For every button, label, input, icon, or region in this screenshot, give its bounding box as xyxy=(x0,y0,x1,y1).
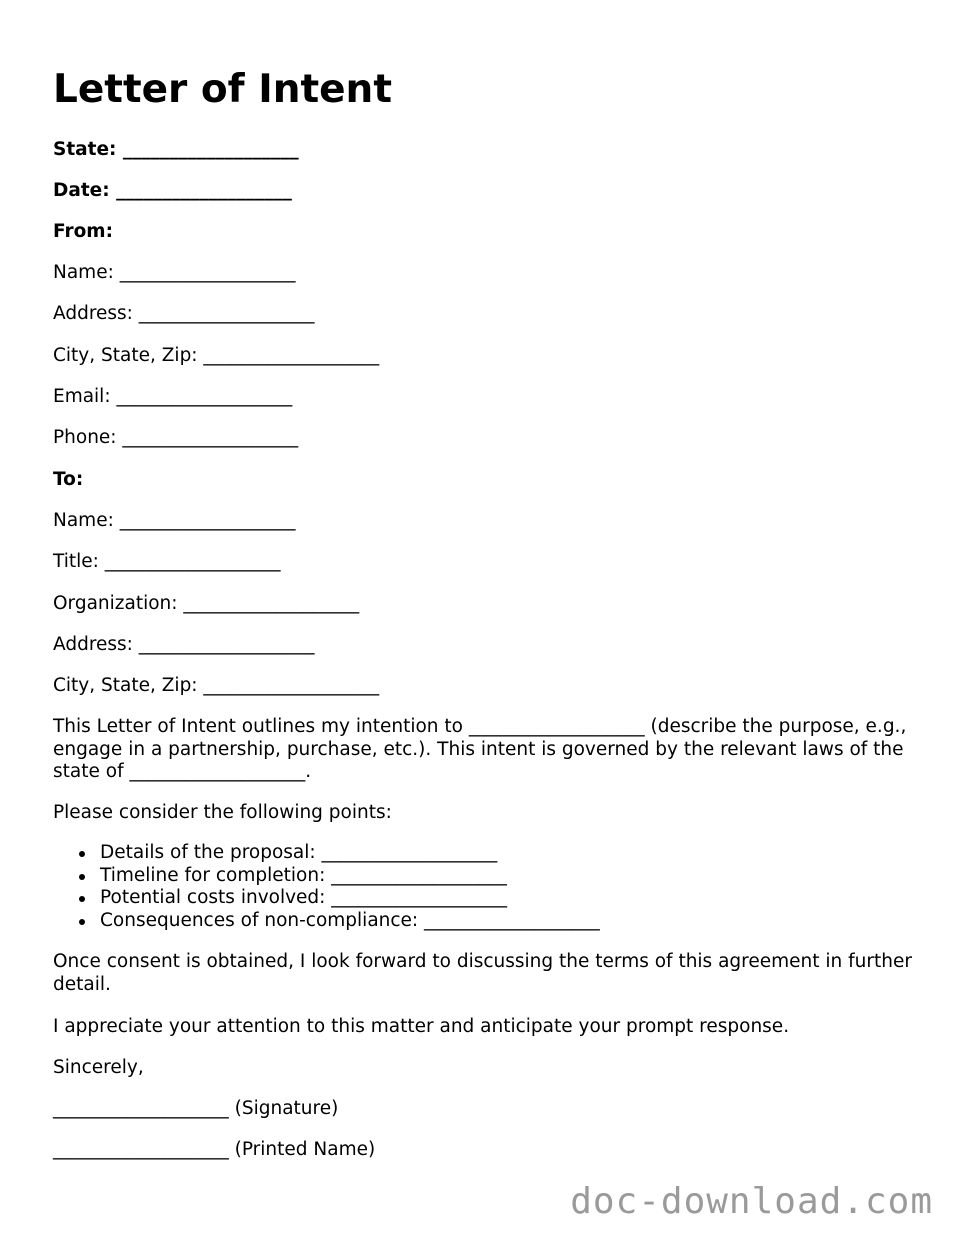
list-item: Consequences of non-compliance: ___________________ xyxy=(53,910,913,933)
points-intro: Please consider the following points: xyxy=(53,802,392,823)
list-item: Timeline for completion: ___________________ xyxy=(53,865,913,888)
signature-line: ___________________ (Signature) xyxy=(53,1098,339,1119)
watermark: doc-download.com xyxy=(570,1181,933,1222)
state-field: State: ___________________ xyxy=(53,139,299,160)
from-city-state-zip-field: City, State, Zip: ___________________ xyxy=(53,345,380,366)
from-phone-field: Phone: ___________________ xyxy=(53,427,299,448)
closing: Sincerely, xyxy=(53,1057,144,1078)
date-field: Date: ___________________ xyxy=(53,180,292,201)
from-heading: From: xyxy=(53,221,113,242)
to-city-state-zip-field: City, State, Zip: ___________________ xyxy=(53,675,380,696)
to-address-field: Address: ___________________ xyxy=(53,634,315,655)
intro-paragraph: This Letter of Intent outlines my intention to ___________________ (describe the purpose, e.g., engage in a partnership, purchase, etc.). This intent is governed by the relevant laws of the state of ___________________. xyxy=(53,716,907,782)
document-title: Letter of Intent xyxy=(53,67,392,112)
from-name-field: Name: ___________________ xyxy=(53,262,296,283)
consent-paragraph: Once consent is obtained, I look forward to discussing the terms of this agreement in further detail. xyxy=(53,951,912,995)
list-item: Details of the proposal: ___________________ xyxy=(53,842,913,865)
printed-name-line: ___________________ (Printed Name) xyxy=(53,1139,376,1160)
to-heading: To: xyxy=(53,469,84,490)
from-address-field: Address: ___________________ xyxy=(53,303,315,324)
points-list xyxy=(53,842,913,932)
to-name-field: Name: ___________________ xyxy=(53,510,296,531)
appreciation-paragraph: I appreciate your attention to this matter and anticipate your prompt response. xyxy=(53,1016,790,1037)
to-organization-field: Organization: ___________________ xyxy=(53,593,360,614)
list-item: Potential costs involved: ___________________ xyxy=(53,887,913,910)
from-email-field: Email: ___________________ xyxy=(53,386,293,407)
to-title-field: Title: ___________________ xyxy=(53,551,281,572)
